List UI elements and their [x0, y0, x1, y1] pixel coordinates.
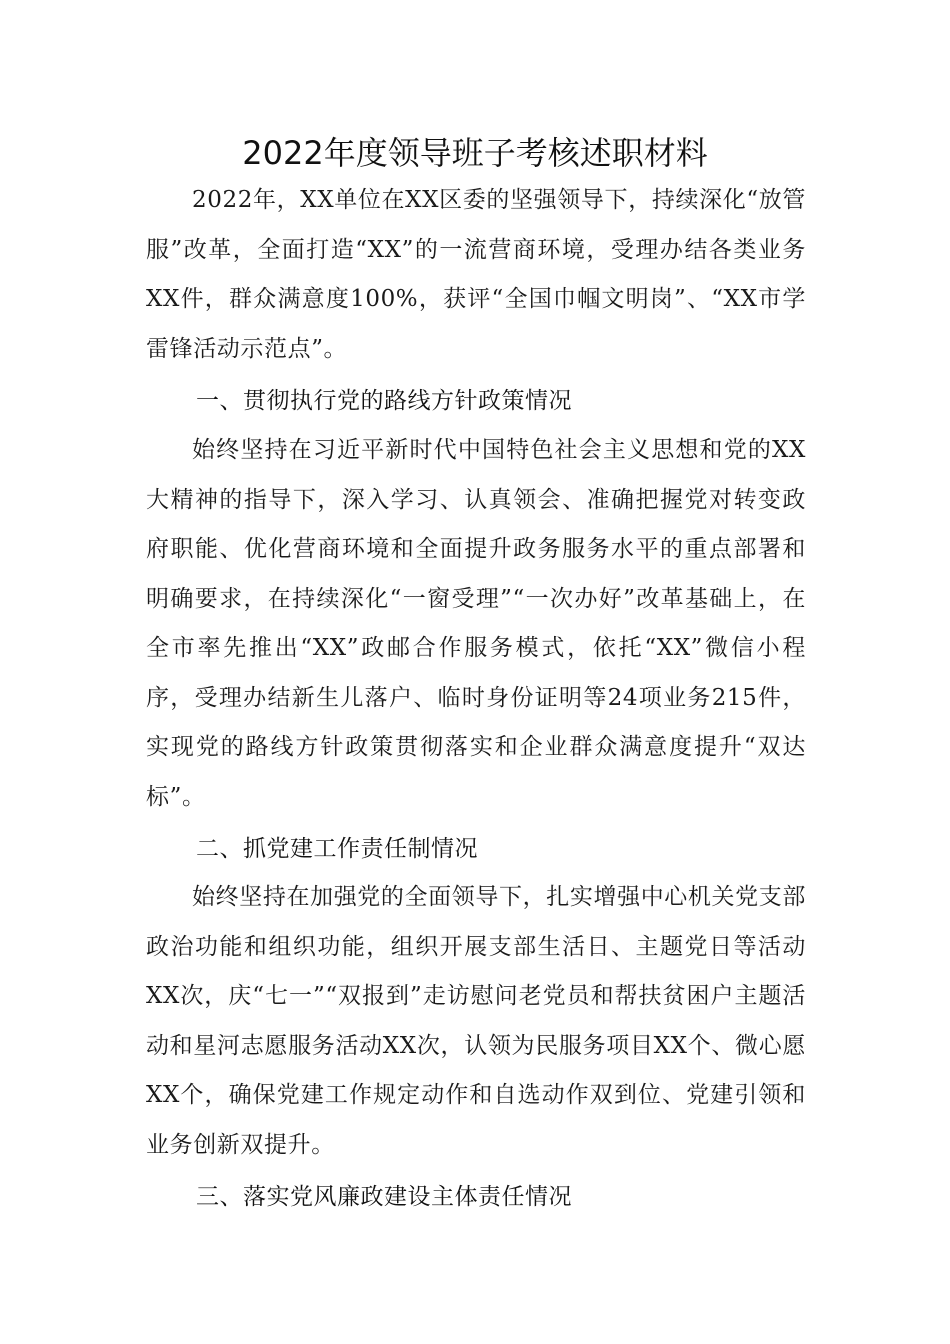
section-body-1: 始终坚持在习近平新时代中国特色社会主义思想和党的XX大精神的指导下，深入学习、认真领会、准确把握党对转变政府职能、优化营商环境和全面提升政务服务水平的重点部署和明确要求，在持续深化“一窗受理”“一次办好”改革基础上，在全市率先推出“XX”政邮合作服务模式，依托“XX”微信小程序，受理办结新生儿落户、临时身份证明等24项业务215件，实现党的路线方针政策贯彻落实和企业群众满意度提升“双达标”。	[146, 437, 806, 810]
section-heading-1: 一、贯彻执行党的路线方针政策情况	[196, 388, 572, 414]
document-title: 2022年度领导班子考核述职材料	[242, 134, 708, 172]
section-body-2: 始终坚持在加强党的全面领导下，扎实增强中心机关党支部政治功能和组织功能，组织开展支部生活日、主题党日等活动XX次，庆“七一”“双报到”走访慰问老党员和帮扶贫困户主题活动和星河志愿服务活动XX次，认领为民服务项目XX个、微心愿XX个，确保党建工作规定动作和自选动作双到位、党建引领和业务创新双提升。	[146, 884, 806, 1158]
intro-paragraph: 2022年，XX单位在XX区委的坚强领导下，持续深化“放管服”改革，全面打造“XX”的一流营商环境，受理办结各类业务XX件，群众满意度100%，获评“全国巾帼文明岗”、“XX市学雷锋活动示范点”。	[146, 187, 807, 362]
section-heading-2: 二、抓党建工作责任制情况	[196, 836, 478, 862]
section-heading-3: 三、落实党风廉政建设主体责任情况	[196, 1184, 572, 1210]
